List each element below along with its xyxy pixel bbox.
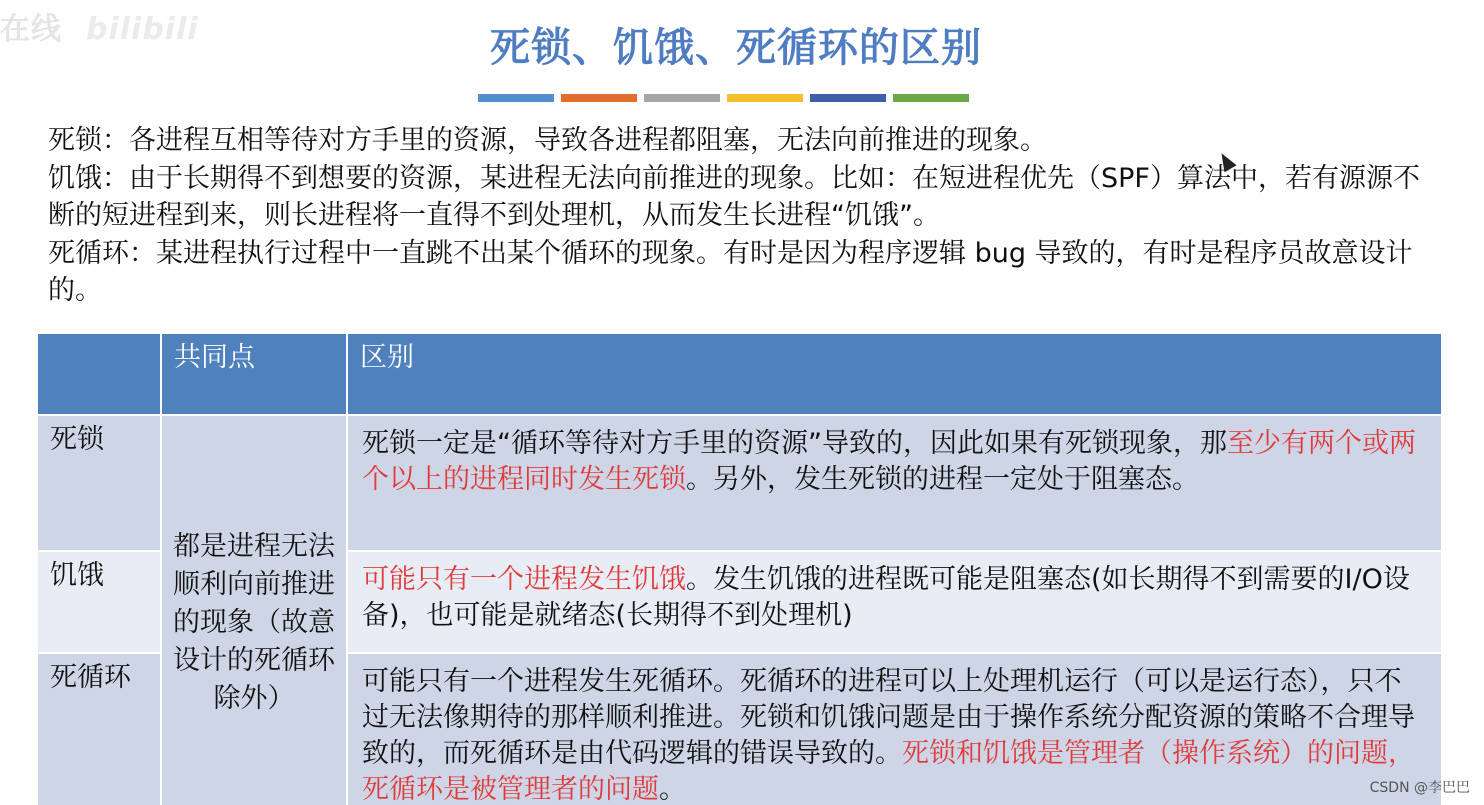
header-common: 共同点 xyxy=(161,333,347,415)
intro-text xyxy=(48,122,1438,310)
color-bar-segment-3 xyxy=(644,94,720,102)
diff-starvation xyxy=(347,551,1442,653)
header-diff: 区别 xyxy=(347,333,1442,415)
color-bar-segment-1 xyxy=(478,94,554,102)
deadlock-definition: 死锁：各进程互相等待对方手里的资源，导致各进程都阻塞，无法向前推进的现象。 xyxy=(48,125,1047,156)
starvation-definition: 饥饿：由于长期得不到想要的资源，某进程无法向前推进的现象。比如：在短进程优先（SPF）算法中，若有源源不断的短进程到来，则长进程将一直得不到处理机，从而发生长进程“饥饿”。 xyxy=(48,162,1420,231)
diff-infinite-loop-highlight: 死锁和饥饿是管理者（操作系统）的问题，死循环是被管理者的问题 xyxy=(362,738,1415,805)
color-bar-segment-6 xyxy=(893,94,969,102)
page-title: 死锁、饥饿、死循环的区别 xyxy=(490,25,982,71)
row-label-infinite-loop: 死循环 xyxy=(37,653,161,805)
diff-deadlock-text-b: 。另外，发生死锁的进程一定处于阻塞态。 xyxy=(686,464,1199,495)
diff-deadlock-text-a: 死锁一定是“循环等待对方手里的资源”导致的，因此如果有死锁现象，那 xyxy=(362,428,1227,459)
csdn-watermark: CSDN @李巴巴 xyxy=(1369,780,1470,796)
header-blank xyxy=(37,333,161,415)
diff-infinite-loop-text-a: 可能只有一个进程发生死循环。死循环的进程可以上处理机运行（可以是运行态），只不过无法像期待的那样顺利推进。死锁和饥饿问题是由于操作系统分配资源的策略不合理导致的，而死循环是由代码逻辑的错误导致的。 xyxy=(362,666,1415,769)
color-bar-segment-4 xyxy=(727,94,803,102)
row-label-deadlock: 死锁 xyxy=(37,415,161,551)
diff-infinite-loop xyxy=(347,653,1442,805)
comparison-table xyxy=(36,332,1443,805)
diff-starvation-text-b: 。发生饥饿的进程既可能是阻塞态(如长期得不到需要的I/O设备)，也可能是就绪态(长期得不到处理机) xyxy=(362,564,1410,631)
row-label-starvation: 饥饿 xyxy=(37,551,161,653)
color-bar-segment-2 xyxy=(561,94,637,102)
table-row xyxy=(37,415,1442,551)
table-header-row xyxy=(37,333,1442,415)
color-bar-segment-5 xyxy=(810,94,886,102)
diff-infinite-loop-text-b: 。 xyxy=(659,774,686,805)
color-bar xyxy=(478,94,969,102)
bilibili-logo: bilibili xyxy=(86,12,199,47)
common-point-cell: 都是进程无法顺利向前推进的现象（故意设计的死循环除外） xyxy=(161,415,347,805)
diff-starvation-highlight: 可能只有一个进程发生饥饿 xyxy=(362,564,686,595)
infinite-loop-definition: 死循环：某进程执行过程中一直跳不出某个循环的现象。有时是因为程序逻辑 bug 导致的，有时是程序员故意设计的。 xyxy=(48,237,1413,306)
diff-deadlock-highlight: 至少有两个或两个以上的进程同时发生死锁 xyxy=(362,428,1416,495)
watermark-left-text: 在线 xyxy=(0,12,62,47)
diff-deadlock xyxy=(347,415,1442,551)
